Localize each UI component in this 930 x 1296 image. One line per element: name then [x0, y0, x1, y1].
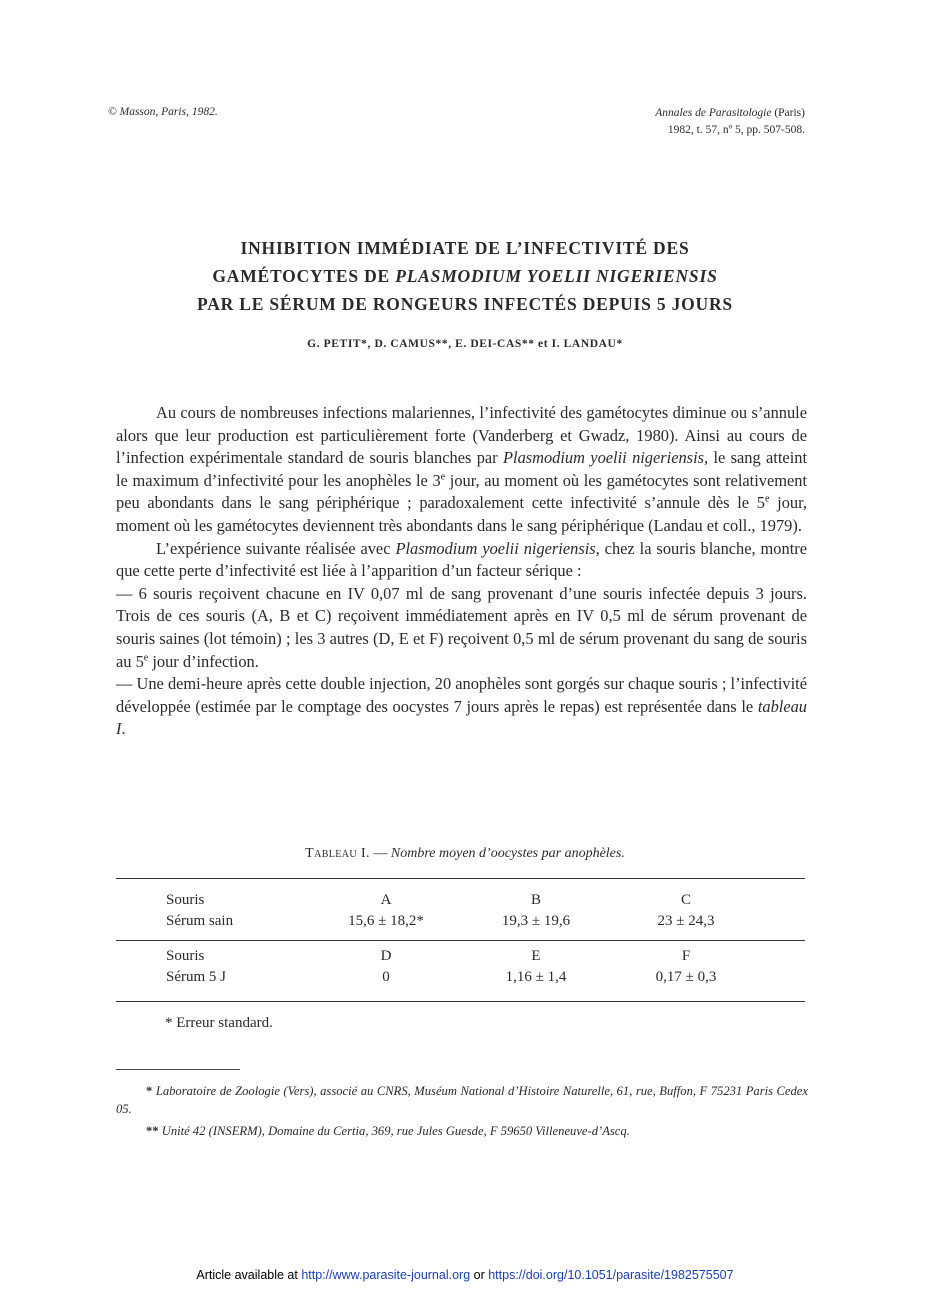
table-row — [116, 946, 805, 990]
journal-city: (Paris) — [771, 107, 805, 119]
mouse-letter: B — [530, 892, 541, 908]
row-label — [166, 890, 233, 932]
table-caption-label: Tableau I. — [305, 846, 370, 861]
footnote-text: Unité 42 (INSERM), Domaine du Certia, 369, rue Jules Guesde, F 59650 Villeneuve-d’Ascq. — [161, 1124, 630, 1138]
footnote-text: Laboratoire de Zoologie (Vers), associé au CNRS, Muséum National d’Histoire Naturelle, 61, rue, Buffon, F 75231 Paris Cedex 05. — [116, 1084, 808, 1116]
copyright-line: © Masson, Paris, 1982. — [108, 106, 218, 118]
table-cell — [476, 946, 596, 988]
species-name: Plasmodium yoelii nigeriensis, — [395, 538, 600, 558]
paragraph-1 — [116, 402, 807, 538]
journal-name: Annales de Parasitologie — [655, 107, 772, 119]
paragraph-4 — [116, 673, 807, 741]
table-mid-rule — [116, 940, 805, 941]
table-caption-separator: — — [369, 846, 391, 861]
table-top-rule — [116, 878, 805, 879]
superscript: e — [764, 493, 770, 505]
footnote-mark: * — [146, 1084, 153, 1098]
article-title — [108, 234, 822, 318]
authors: G. PETIT*, D. CAMUS**, E. DEI-CAS** et I. LANDAU* — [307, 338, 623, 350]
label-serum: Sérum sain — [166, 913, 234, 929]
footer-prefix: Article available at — [196, 1268, 302, 1282]
label-serum: Sérum 5 J — [166, 969, 226, 985]
table-caption — [108, 846, 822, 862]
text-run: L’expérience suivante réalisée avec — [156, 538, 396, 558]
table-cell — [476, 890, 596, 932]
cell-value: 19,3 ± 19,6 — [501, 913, 571, 929]
label-souris: Souris — [166, 948, 205, 964]
footnote-separator — [116, 1069, 240, 1070]
doi-link[interactable]: https://doi.org/10.1051/parasite/1982575507 — [488, 1268, 734, 1282]
cell-value: 0 — [382, 969, 390, 985]
text-run: chez la souris blanche, montre que cette perte d’infectivité est liée à l’apparition d’un facteur sérique : — [116, 538, 807, 581]
species-name: Plasmodium yoelii nigeriensis, — [503, 448, 709, 468]
table-cell — [326, 890, 446, 932]
superscript: e — [143, 652, 149, 664]
title-line-2 — [108, 262, 822, 290]
mouse-letter: D — [380, 948, 392, 964]
journal-volume-pages: 1982, t. 57, nº 5, pp. 507-508. — [667, 124, 805, 136]
title-line-3: PAR LE SÉRUM DE RONGEURS INFECTÉS DEPUIS 5 JOURS — [197, 294, 733, 314]
paragraph-3 — [116, 583, 807, 673]
table-row — [116, 890, 805, 934]
text-run: — 6 souris reçoivent chacune en IV 0,07 ml de sang provenant d’une souris infectée depuis 3 jours. Trois de ces souris (A, B et C) reçoivent immédiatement après en IV 0,5 ml de sérum provenant de souris saines (lot témoin) ; les 3 autres (D, E et F) reçoivent 0,5 ml de sérum provenant du sang de souris au 5 — [116, 583, 807, 671]
table-cell — [626, 890, 746, 932]
table-bottom-rule — [116, 1001, 805, 1002]
table-reference: tableau I — [116, 696, 807, 739]
text-run: le sang atteint le maximum d’infectivité pour les anophèles le 3 — [116, 448, 807, 490]
article-body — [116, 402, 807, 741]
mouse-letter: C — [680, 892, 691, 908]
title-species: PLASMODIUM YOELII NIGERIENSIS — [395, 266, 718, 286]
text-run: jour, au moment où les gamétocytes sont relativement peu abondants dans le sang périphérique ; paradoxalement cette infectivité s’annule dès le 5 — [116, 470, 808, 513]
journal-citation — [655, 105, 805, 139]
journal-link[interactable]: http://www.parasite-journal.org — [301, 1268, 471, 1282]
text-run: jour, moment où les gamétocytes deviennent très abondants dans le sang périphérique (Landau et coll., 1979). — [116, 493, 807, 535]
paragraph-2 — [116, 538, 807, 583]
table-cell — [326, 946, 446, 988]
cell-value: 1,16 ± 1,4 — [505, 969, 567, 985]
table-note: * Erreur standard. — [165, 1015, 273, 1031]
mouse-letter: E — [531, 948, 541, 964]
superscript: e — [440, 471, 446, 483]
title-line-1: INHIBITION IMMÉDIATE DE L’INFECTIVITÉ DES — [240, 238, 690, 258]
cell-value: 15,6 ± 18,2* — [348, 913, 424, 929]
footer-or: or — [470, 1268, 489, 1282]
title-line-2-pre: GAMÉTOCYTES DE — [212, 266, 396, 286]
label-souris: Souris — [166, 892, 205, 908]
mouse-letter: F — [681, 948, 691, 964]
mouse-letter: A — [380, 892, 392, 908]
table-caption-text: Nombre moyen d’oocystes par anophèles. — [390, 846, 625, 861]
text-run: — Une demi-heure après cette double injection, 20 anophèles sont gorgés sur chaque souris ; l’infectivité développée (estimée par le comptage des oocystes 7 jours après le repas) est représentée dans le — [116, 674, 807, 716]
text-run: Au cours de nombreuses infections malariennes, l’infectivité des gamétocytes diminue ou s’annule alors que leur production est particulièrement forte (Vanderberg et Gwadz, 1980). Ainsi au cours de l’infection expérimentale standard de souris blanches par — [116, 403, 807, 468]
text-run: jour d’infection. — [148, 651, 259, 671]
row-label — [166, 946, 226, 988]
cell-value: 0,17 ± 0,3 — [655, 969, 717, 985]
cell-value: 23 ± 24,3 — [657, 913, 715, 929]
table-cell — [626, 946, 746, 988]
text-run: . — [121, 719, 126, 739]
footnote-1 — [116, 1082, 808, 1118]
footnote-mark: ** — [146, 1124, 159, 1138]
availability-footer — [0, 1268, 930, 1282]
footnote-2 — [116, 1122, 808, 1140]
